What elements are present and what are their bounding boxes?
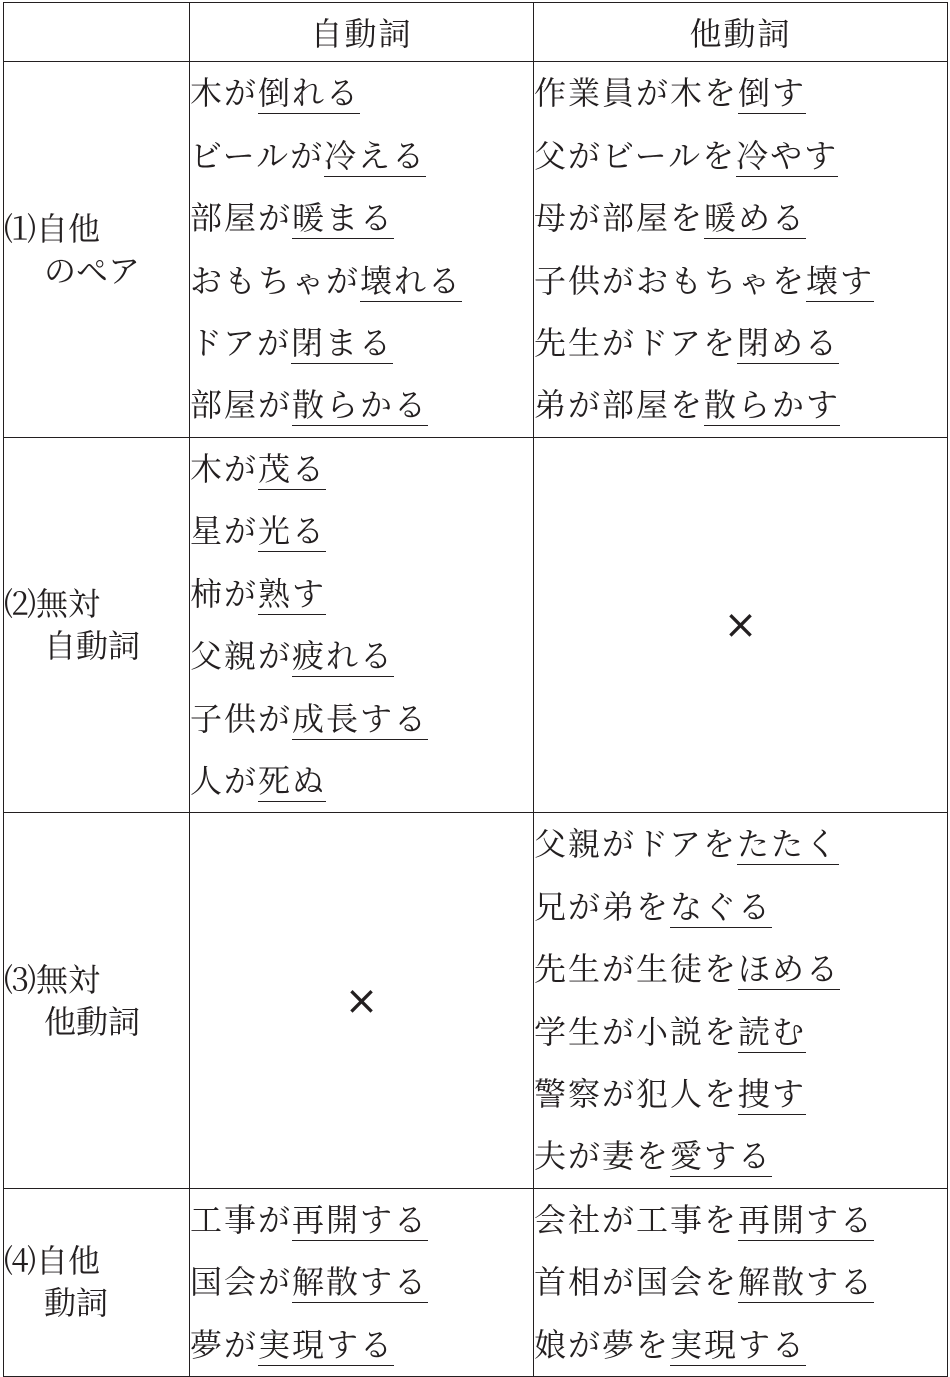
transitive-examples bbox=[534, 813, 948, 1188]
row-label bbox=[4, 438, 190, 813]
sentence-subject: 警察が犯人を bbox=[534, 1075, 739, 1114]
underlined-verb: たたく bbox=[737, 825, 840, 864]
row-1-pair bbox=[4, 62, 948, 438]
underlined-verb: 閉める bbox=[737, 323, 840, 362]
sentence-subject: 子供がおもちゃを bbox=[534, 261, 807, 300]
example-sentence bbox=[534, 938, 947, 1000]
example-sentence bbox=[190, 625, 533, 687]
example-sentence bbox=[190, 312, 533, 374]
example-sentence bbox=[534, 1125, 947, 1187]
row-2-intransitive-only bbox=[4, 438, 948, 813]
row-label-line2: 動詞 bbox=[44, 1284, 109, 1323]
row-label-line1: ⑶無対 bbox=[4, 960, 101, 999]
underlined-verb: 散らかす bbox=[704, 386, 841, 425]
underlined-verb: 倒す bbox=[738, 74, 807, 113]
example-sentence bbox=[534, 312, 947, 374]
underlined-verb: なぐる bbox=[670, 887, 773, 926]
underlined-verb: 壊す bbox=[806, 261, 875, 300]
sentence-subject: 木が bbox=[190, 450, 259, 488]
verb-classification-table bbox=[3, 2, 948, 1377]
sentence-subject: 夫が妻を bbox=[534, 1137, 671, 1176]
row-label-line2: のペア bbox=[44, 251, 141, 290]
example-sentence bbox=[534, 813, 947, 875]
sentence-subject: 部屋が bbox=[190, 386, 293, 425]
underlined-verb: 捜す bbox=[738, 1075, 807, 1114]
sentence-subject: 作業員が木を bbox=[534, 74, 739, 113]
row-label bbox=[4, 62, 190, 438]
example-sentence bbox=[534, 1251, 947, 1313]
example-sentence bbox=[534, 876, 947, 938]
underlined-verb: 読む bbox=[738, 1012, 807, 1051]
sentence-subject: 父親が bbox=[190, 637, 293, 676]
sentence-subject: 学生が小説を bbox=[534, 1012, 739, 1051]
example-sentence bbox=[190, 1251, 533, 1313]
sentence-subject: ビールが bbox=[190, 136, 325, 175]
sentence-subject: 首相が国会を bbox=[534, 1263, 739, 1302]
sentence-subject: 父がビールを bbox=[534, 136, 737, 175]
underlined-verb: 実現する bbox=[670, 1325, 807, 1364]
sentence-subject: 工事が bbox=[190, 1200, 293, 1239]
example-sentence bbox=[190, 187, 533, 249]
example-sentence bbox=[534, 250, 947, 312]
example-sentence bbox=[190, 500, 533, 562]
not-applicable-mark: × bbox=[534, 438, 948, 813]
underlined-verb: 死ぬ bbox=[258, 762, 327, 801]
underlined-verb: 再開する bbox=[292, 1200, 429, 1239]
header-empty-cell bbox=[4, 3, 190, 62]
row-label-line1: ⑷自他 bbox=[4, 1242, 101, 1281]
sentence-subject: 母が部屋を bbox=[534, 199, 705, 238]
sentence-subject: 先生がドアを bbox=[534, 323, 738, 362]
underlined-verb: 茂る bbox=[258, 450, 327, 488]
underlined-verb: 再開する bbox=[738, 1200, 875, 1239]
row-label bbox=[4, 1188, 190, 1376]
sentence-subject: 兄が弟を bbox=[534, 887, 671, 926]
example-sentence bbox=[190, 688, 533, 750]
example-sentence bbox=[190, 250, 533, 312]
sentence-subject: 人が bbox=[190, 762, 259, 801]
row-label-line2: 自動詞 bbox=[44, 627, 141, 666]
underlined-verb: 散らかる bbox=[292, 386, 429, 425]
sentence-subject: 会社が工事を bbox=[534, 1200, 739, 1239]
example-sentence bbox=[534, 187, 947, 249]
intransitive-examples bbox=[190, 1188, 534, 1376]
sentence-subject: 部屋が bbox=[190, 199, 293, 238]
underlined-verb: 熟す bbox=[258, 574, 327, 613]
underlined-verb: 解散する bbox=[738, 1263, 875, 1302]
header-intransitive: 自動詞 bbox=[190, 3, 534, 62]
sentence-subject: 弟が部屋を bbox=[534, 386, 705, 425]
example-sentence bbox=[534, 1001, 947, 1063]
header-transitive: 他動詞 bbox=[534, 3, 948, 62]
transitive-examples bbox=[534, 62, 948, 438]
underlined-verb: 閉まる bbox=[291, 323, 394, 362]
underlined-verb: 冷やす bbox=[736, 136, 839, 175]
not-applicable-mark: × bbox=[190, 813, 534, 1188]
intransitive-examples bbox=[190, 62, 534, 438]
sentence-subject: 夢が bbox=[190, 1325, 259, 1364]
underlined-verb: 実現する bbox=[258, 1325, 395, 1364]
intransitive-examples bbox=[190, 438, 534, 813]
underlined-verb: 暖まる bbox=[292, 199, 395, 238]
sentence-subject: おもちゃが bbox=[190, 261, 361, 300]
sentence-subject: 娘が夢を bbox=[534, 1325, 671, 1364]
underlined-verb: 倒れる bbox=[258, 74, 361, 113]
row-label-line1: ⑴自他 bbox=[4, 209, 101, 248]
underlined-verb: 解散する bbox=[292, 1263, 429, 1302]
sentence-subject: 先生が生徒を bbox=[534, 950, 739, 989]
sentence-subject: ドアが bbox=[190, 323, 292, 362]
sentence-subject: 父親がドアを bbox=[534, 825, 738, 864]
sentence-subject: 子供が bbox=[190, 699, 293, 738]
underlined-verb: 愛する bbox=[670, 1137, 773, 1176]
header-row bbox=[4, 3, 948, 62]
example-sentence bbox=[190, 563, 533, 625]
row-3-transitive-only bbox=[4, 813, 948, 1188]
example-sentence bbox=[534, 1314, 947, 1376]
underlined-verb: ほめる bbox=[738, 950, 841, 989]
underlined-verb: 冷える bbox=[324, 136, 427, 175]
example-sentence bbox=[190, 125, 533, 187]
underlined-verb: 暖める bbox=[704, 199, 807, 238]
sentence-subject: 柿が bbox=[190, 574, 259, 613]
row-label bbox=[4, 813, 190, 1188]
example-sentence bbox=[190, 438, 533, 500]
underlined-verb: 光る bbox=[258, 512, 327, 551]
example-sentence bbox=[534, 1063, 947, 1125]
transitive-examples bbox=[534, 1188, 948, 1376]
underlined-verb: 疲れる bbox=[292, 637, 395, 676]
example-sentence bbox=[190, 374, 533, 436]
sentence-subject: 国会が bbox=[190, 1263, 293, 1302]
example-sentence bbox=[534, 374, 947, 436]
example-sentence bbox=[190, 62, 533, 124]
row-label-line2: 他動詞 bbox=[44, 1002, 141, 1041]
row-4-both bbox=[4, 1188, 948, 1376]
sentence-subject: 星が bbox=[190, 512, 259, 551]
example-sentence bbox=[534, 125, 947, 187]
row-label-line1: ⑵無対 bbox=[4, 585, 101, 624]
underlined-verb: 成長する bbox=[292, 699, 429, 738]
sentence-subject: 木が bbox=[190, 74, 259, 113]
underlined-verb: 壊れる bbox=[360, 261, 463, 300]
example-sentence bbox=[190, 750, 533, 812]
example-sentence bbox=[534, 62, 947, 124]
example-sentence bbox=[190, 1189, 533, 1251]
example-sentence bbox=[190, 1314, 533, 1376]
example-sentence bbox=[534, 1189, 947, 1251]
